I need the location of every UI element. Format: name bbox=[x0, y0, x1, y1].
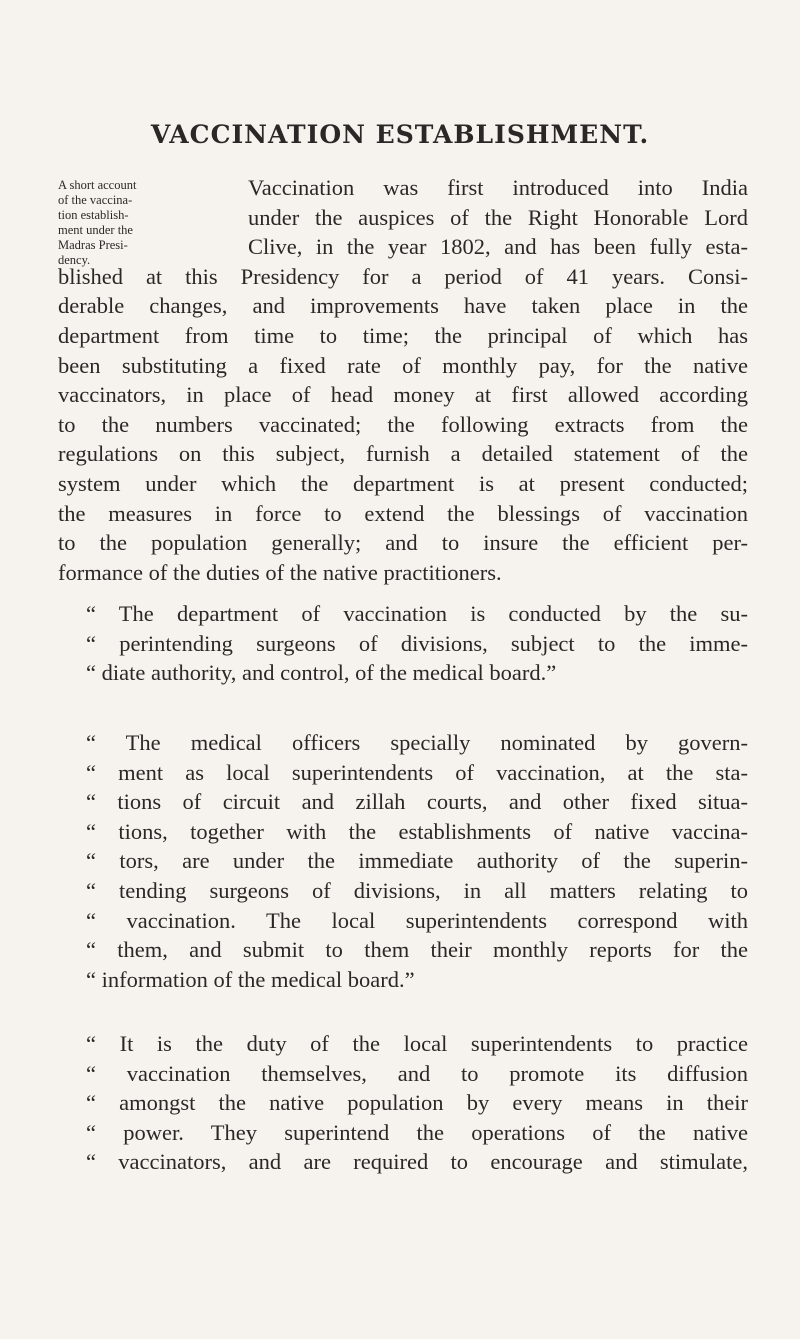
paragraph-3 bbox=[58, 728, 748, 994]
text-line: regulations on this subject, furnish a detailed statement of the bbox=[58, 441, 748, 467]
margin-note-line: Madras Presi- bbox=[58, 238, 128, 252]
text-line: “ tions, together with the establishments of native vaccina- bbox=[86, 818, 748, 844]
text-line: “ perintending surgeons of divisions, subject to the imme- bbox=[86, 630, 748, 656]
text-line: “ tors, are under the immediate authority of the superin- bbox=[86, 848, 748, 874]
paragraph-1 bbox=[58, 173, 748, 587]
text-line: system under which the department is at present conducted; bbox=[58, 470, 748, 496]
margin-note-line: of the vaccina- bbox=[58, 193, 133, 207]
paragraph-4 bbox=[58, 1029, 748, 1177]
text-line: to the numbers vaccinated; the following extracts from the bbox=[58, 411, 748, 437]
text-line: to the population generally; and to insure the efficient per- bbox=[58, 530, 748, 556]
margin-note-line: ment under the bbox=[58, 223, 133, 237]
text-line: “ The medical officers specially nominated by govern- bbox=[86, 730, 748, 755]
text-line: Clive, in the year 1802, and has been fully esta- bbox=[248, 234, 748, 260]
text-line: “ them, and submit to them their monthly reports for the bbox=[86, 937, 748, 963]
text-line: under the auspices of the Right Honorable Lord bbox=[248, 204, 748, 230]
paragraph-2 bbox=[58, 599, 748, 688]
text-line: “ ment as local superintendents of vaccination, at the sta- bbox=[86, 759, 748, 785]
text-line: “ diate authority, and control, of the medical board.” bbox=[86, 660, 557, 686]
text-line: “ The department of vaccination is conducted by the su- bbox=[86, 601, 748, 626]
text-line: the measures in force to extend the blessings of vaccination bbox=[58, 500, 748, 526]
text-line: “ power. They superintend the operations of the native bbox=[86, 1119, 748, 1145]
text-line: “ vaccinators, and are required to encourage and stimulate, bbox=[86, 1149, 748, 1175]
page-heading: VACCINATION ESTABLISHMENT. bbox=[150, 120, 650, 149]
text-line: derable changes, and improvements have taken place in the bbox=[58, 293, 748, 319]
text-line: “ It is the duty of the local superintendents to practice bbox=[86, 1031, 748, 1056]
margin-note-line: A short account bbox=[58, 178, 137, 192]
text-line: “ vaccination themselves, and to promote its diffusion bbox=[86, 1060, 748, 1086]
text-line: “ amongst the native population by every means in their bbox=[86, 1090, 748, 1116]
text-line: blished at this Presidency for a period of 41 years. Consi- bbox=[58, 263, 748, 289]
text-line: “ vaccination. The local superintendents correspond with bbox=[86, 907, 748, 933]
text-line: “ tending surgeons of divisions, in all matters relating to bbox=[86, 877, 748, 903]
margin-note-line: tion establish- bbox=[58, 208, 129, 222]
margin-note-line: dency. bbox=[58, 253, 91, 267]
text-line: “ information of the medical board.” bbox=[86, 966, 415, 992]
text-line: “ tions of circuit and zillah courts, and other fixed situa- bbox=[86, 789, 748, 815]
text-line: formance of the duties of the native practitioners. bbox=[58, 559, 502, 585]
text-line: department from time to time; the principal of which has bbox=[58, 322, 748, 348]
text-line: Vaccination was first introduced into India bbox=[248, 175, 748, 200]
text-line: been substituting a fixed rate of monthly pay, for the native bbox=[58, 352, 748, 378]
text-line: vaccinators, in place of head money at first allowed according bbox=[58, 382, 748, 408]
